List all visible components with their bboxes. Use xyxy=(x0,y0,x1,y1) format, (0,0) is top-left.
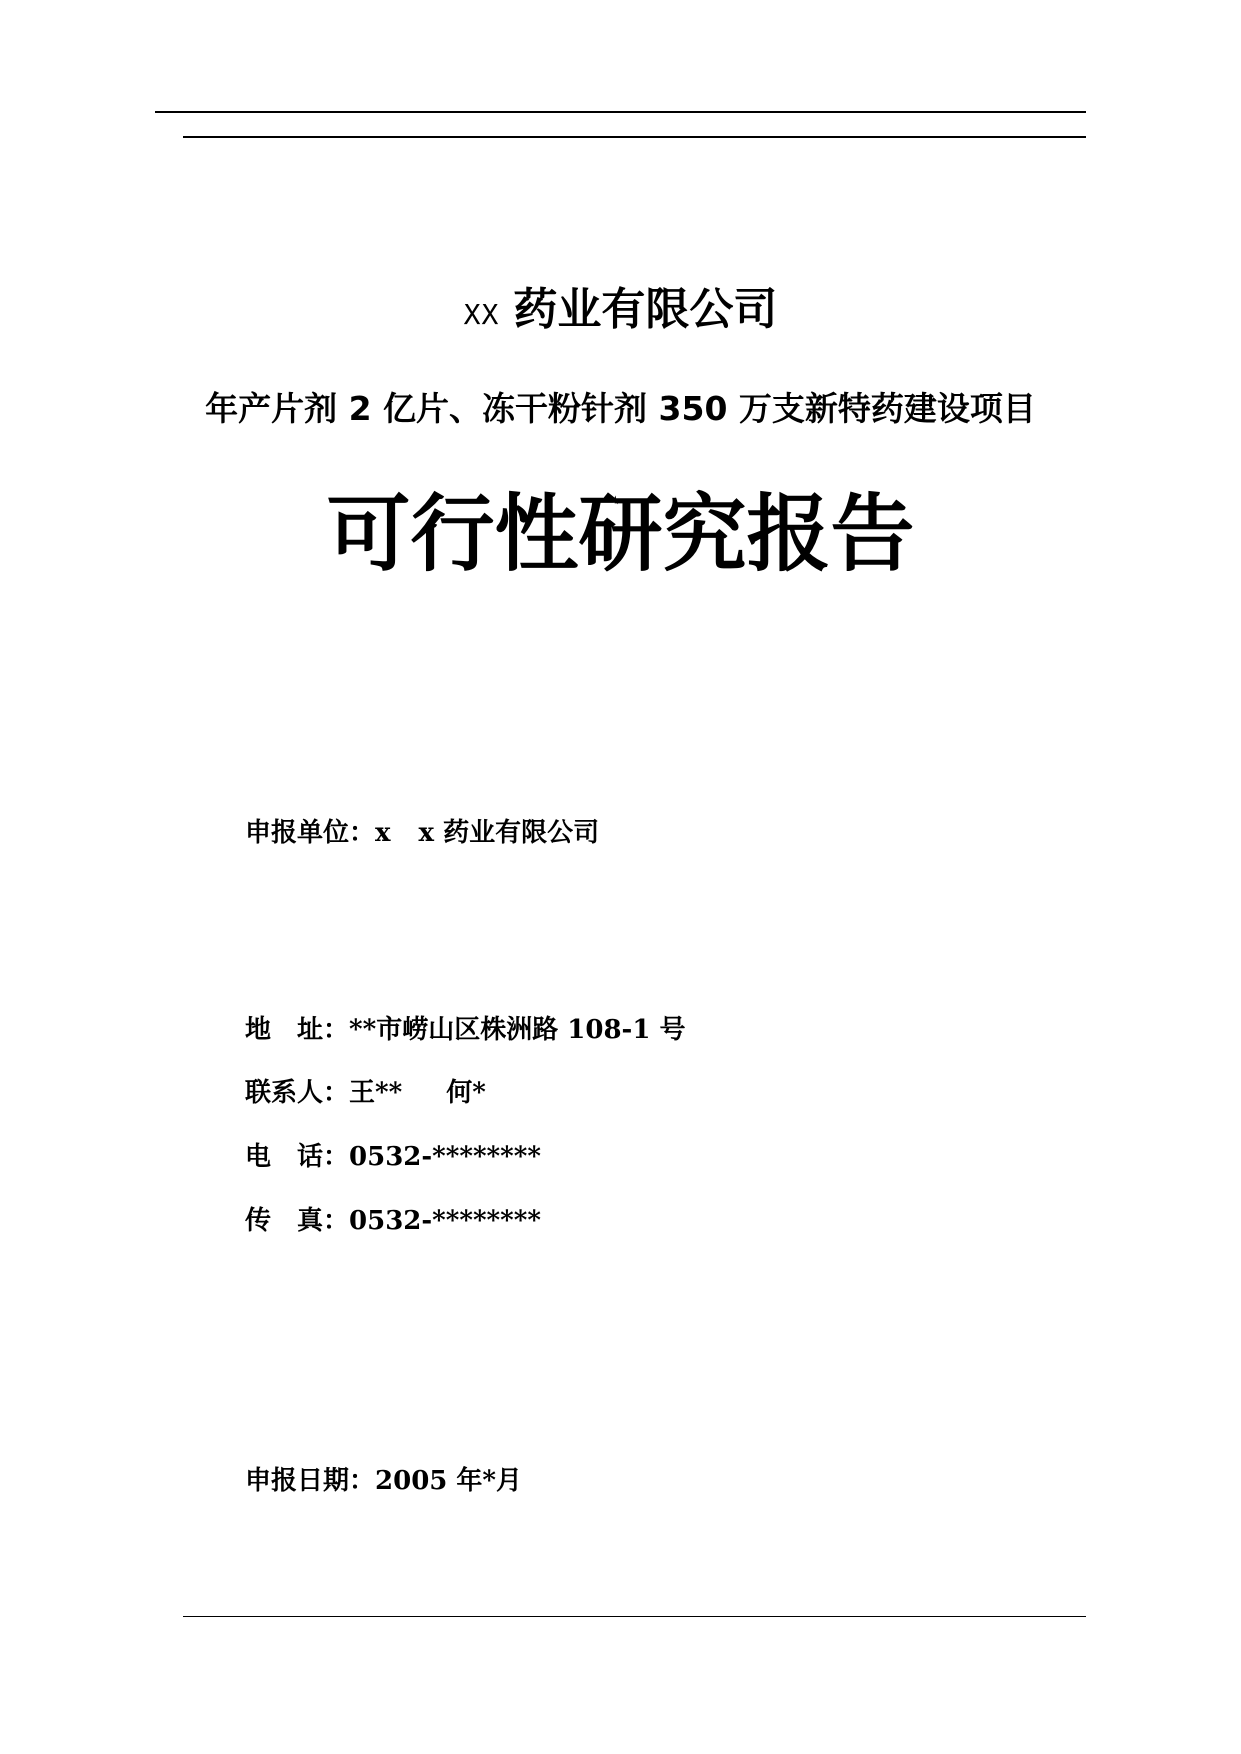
date-value: 2005 年*月 xyxy=(375,1466,523,1496)
company-prefix: XX xyxy=(463,298,500,331)
date-row xyxy=(245,1464,522,1498)
applicant-value-prefix: x xyxy=(375,818,391,848)
footer-rule xyxy=(183,1616,1086,1617)
fax-row xyxy=(245,1204,541,1238)
report-title: 可行性研究报告 xyxy=(326,485,915,583)
address-row xyxy=(245,1013,685,1047)
date-label: 申报日期： xyxy=(245,1466,376,1496)
company-heading xyxy=(0,284,1241,341)
phone-label: 电 话： xyxy=(245,1142,350,1172)
contact-secondary: 何* xyxy=(446,1078,486,1108)
applicant-label: 申报单位： xyxy=(245,818,376,848)
phone-row xyxy=(245,1140,541,1174)
contacts-label: 联系人： xyxy=(245,1078,350,1108)
header-rule-lower xyxy=(183,136,1086,138)
project-title: 年产片剂 2 亿片、冻干粉针剂 350 万支新特药建设项目 xyxy=(205,389,1036,428)
address-label: 地 址： xyxy=(245,1015,350,1045)
address-value: **市崂山区株洲路 108-1 号 xyxy=(349,1015,686,1045)
fax-value: 0532-******** xyxy=(349,1206,541,1236)
fax-label: 传 真： xyxy=(245,1206,350,1236)
applicant-value: x 药业有限公司 xyxy=(418,818,600,848)
contacts-row xyxy=(245,1076,486,1110)
header-rule-upper xyxy=(155,111,1086,113)
phone-value: 0532-******** xyxy=(349,1142,541,1172)
applicant-row xyxy=(245,816,599,850)
contact-primary: 王** xyxy=(349,1078,403,1108)
company-name: 药业有限公司 xyxy=(513,284,778,335)
